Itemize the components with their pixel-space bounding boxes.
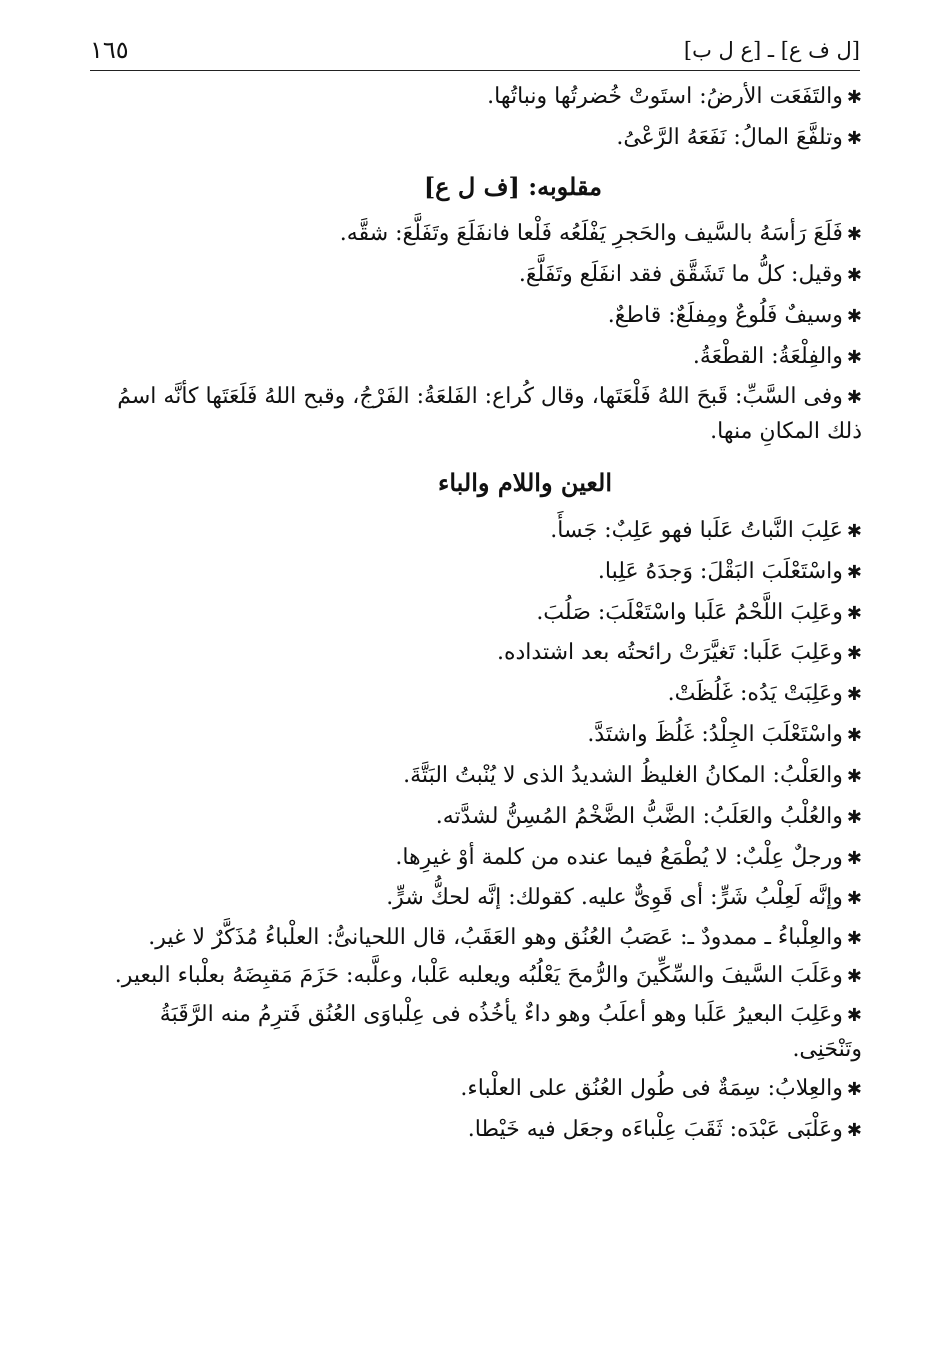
entry-bullet-icon: ✱: [846, 520, 862, 542]
dictionary-entry: [90, 119, 862, 157]
dictionary-entry: [90, 675, 862, 713]
dictionary-entry: [90, 634, 862, 672]
entry-bullet-icon: ✱: [846, 87, 862, 108]
page-number: ١٦٥: [90, 36, 129, 64]
entry-text: وعَلِبَ عَلَبا: تَغيَّرَتْ رائحتُه بعد اشتداده.: [496, 640, 843, 666]
entry-bullet-icon: ✱: [846, 265, 862, 287]
dictionary-entry: [90, 839, 862, 877]
entry-text: وعَلِبَتْ يَدُه: غَلُظَتْ.: [667, 681, 843, 707]
entry-bullet-icon: ✱: [846, 306, 862, 328]
dictionary-entry: [90, 798, 862, 836]
dictionary-entry: [90, 1111, 862, 1149]
entry-text: والتَفَعَت الأرضُ: استَوتْ خُضرتُها ونباتُها.: [487, 84, 843, 109]
entry-group-alab: [90, 512, 862, 1149]
entry-bullet-icon: ✱: [846, 346, 862, 368]
entry-group-lfa: [90, 78, 862, 157]
entry-text: وعَلِبَ البعيرُ عَلَبا وهو أعلَبُ وهو داءٌ يأخُذُه فى عِلْباوَى العُنُق فَترِمُ منه الرَّقَبَةُ وتَنْحَنِى.: [159, 1001, 862, 1062]
dictionary-entry: [90, 716, 862, 754]
entry-text: والعِلابُ: سِمَةٌ فى طُول العُنُق على العلْباء.: [460, 1075, 843, 1101]
dictionary-entry: [90, 879, 862, 917]
section-heading-maqlub: مقلوبه: [ف ل ع]: [423, 171, 602, 201]
entry-text: والعَلْبُ: المكانُ الغليظُ الشديدُ الذى لا يُنْبتُ البَتَّةَ.: [403, 762, 843, 788]
entry-bullet-icon: ✱: [846, 888, 862, 910]
entry-text: وقيل: كلُّ ما تَشَقَّق فقد انفَلَع وتَفَلَّعَ.: [518, 262, 843, 288]
entry-text: والفِلْعَةُ: القطْعَةُ.: [692, 343, 843, 369]
entry-bullet-icon: ✱: [846, 765, 862, 787]
dictionary-entry: [90, 297, 862, 335]
dictionary-entry: [90, 958, 862, 993]
dictionary-entry: [90, 920, 862, 955]
entry-bullet-icon: ✱: [846, 684, 862, 706]
entry-bullet-icon: ✱: [846, 725, 862, 747]
dictionary-entry: [90, 215, 862, 253]
dictionary-entry: [90, 1070, 862, 1108]
entry-text: وعَلِبَ اللَّحْمُ عَلَبا واسْتَعْلَبَ: صَلُبَ.: [536, 599, 843, 625]
entry-bullet-icon: ✱: [846, 966, 862, 988]
page-body: [90, 78, 862, 1152]
entry-bullet-icon: ✱: [846, 1004, 862, 1026]
entry-text: والعِلْباءُ ـ ممدودٌ ـ: عَصَبُ العُنُق وهو العَقَبُ، قال اللحيانىُّ: العلْباءُ مُذَكَّرٌ لا غير.: [148, 925, 843, 951]
section-heading-ayn-lam-ba: العين واللام والباء: [438, 468, 612, 498]
entry-text: وفى السَّبِّ: قَبحَ اللهُ فَلْعَتَها، وقال كُراع: الفَلعَةُ: الفَرْجُ، وقبح اللهُ فَلَعَتَها كأنَّه اسمُ ذلك المكانِ منها.: [117, 383, 862, 444]
entry-bullet-icon: ✱: [846, 561, 862, 583]
entry-bullet-icon: ✱: [846, 386, 862, 408]
entry-group-flaa: [90, 215, 862, 449]
entry-bullet-icon: ✱: [846, 1078, 862, 1100]
entry-text: وعَلَبَ السَّيفَ والسِّكِّينَ والرُّمحَ يَعْلُبُه ويعلبه عَلْبا، وعلَّبه: حَزَمَ مَقبِضَهُ بعلْباء البعير.: [114, 963, 843, 989]
entry-text: وسيفٌ فَلُوعٌ ومِفلَعٌ: قاطعٌ.: [607, 303, 843, 329]
entry-text: والعُلْبُ والعَلَبُ: الضَّبُّ الضَّخْمُ المُسِنُّ لشدَّته.: [435, 803, 843, 829]
entry-text: فَلَعَ رَأسَهُ بالسَّيف والحَجرِ يَفْلَعُه فَلْعا فانفَلَعَ وتَفَلَّعَ: شقَّه.: [339, 221, 843, 247]
dictionary-entry: [90, 379, 862, 449]
dictionary-entry: [90, 256, 862, 294]
entry-bullet-icon: ✱: [846, 643, 862, 665]
entry-text: وتلفَّعَ المالُ: نَفَعَهُ الرَّعْىُ.: [616, 124, 843, 150]
running-head: [ل ف ع] ـ [ع ل ب]: [683, 38, 860, 62]
entry-bullet-icon: ✱: [846, 847, 862, 869]
page-header: [90, 30, 860, 71]
entry-text: وإنَّه لَعِلْبُ شَرٍّ: أى قَوِىٌّ عليه. كقولك: إنَّه لحكُّ شرٍّ.: [386, 885, 843, 911]
entry-bullet-icon: ✱: [846, 224, 862, 246]
dictionary-entry: [90, 757, 862, 795]
entry-text: عَلِبَ النَّباتُ عَلَبا فهو عَلِبٌ: جَسأَ.: [550, 517, 843, 543]
dictionary-entry: [90, 594, 862, 632]
entry-bullet-icon: ✱: [846, 127, 862, 149]
entry-text: وعَلْبَى عَبْدَه: ثَقَبَ عِلْباءَه وجعَل فيه خَيْطا.: [467, 1116, 843, 1142]
dictionary-entry: [90, 512, 862, 550]
entry-bullet-icon: ✱: [846, 806, 862, 828]
dictionary-entry: [90, 997, 862, 1067]
dictionary-entry: [90, 338, 862, 376]
entry-text: واسْتَعْلَبَ البَقْلَ: وَجدَهُ عَلِبا.: [597, 558, 843, 584]
entry-bullet-icon: ✱: [846, 602, 862, 624]
entry-text: واسْتَعْلَبَ الجِلْدُ: غَلُظَ واشتَدَّ.: [587, 722, 843, 748]
dictionary-entry: [90, 78, 862, 116]
entry-bullet-icon: ✱: [846, 928, 862, 950]
entry-bullet-icon: ✱: [846, 1119, 862, 1141]
dictionary-entry: [90, 553, 862, 591]
entry-text: ورجلٌ عِلْبٌ: لا يُطْمَعُ فيما عنده من كلمة أوْ غيرِها.: [395, 844, 843, 870]
